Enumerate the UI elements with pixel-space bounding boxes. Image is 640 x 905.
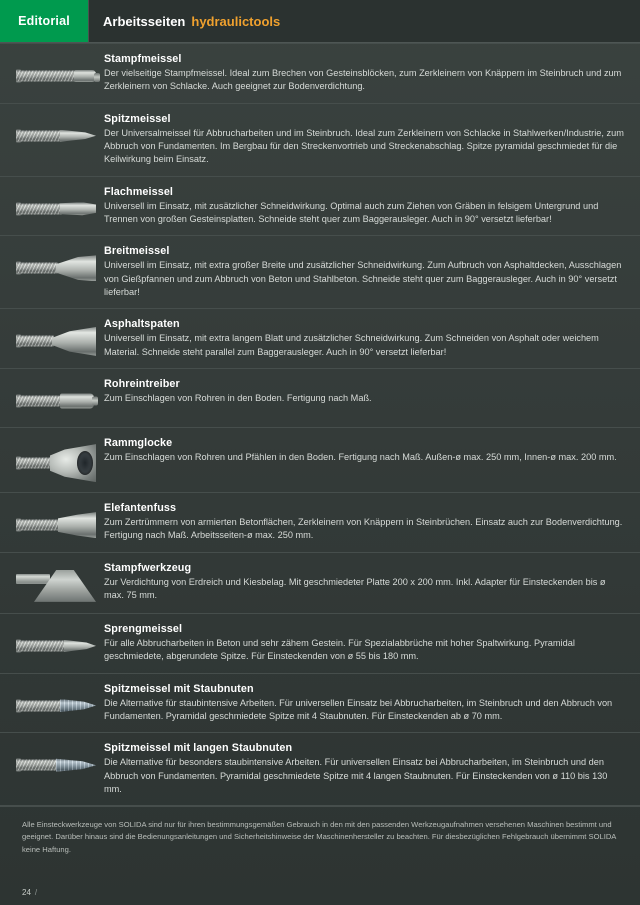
- ram-bell-icon: [16, 443, 98, 483]
- product-title: Spitzmeissel mit langen Staubnuten: [104, 742, 293, 755]
- product-title: Elefantenfuss: [104, 502, 177, 515]
- product-figure: [14, 683, 100, 723]
- list-item[interactable]: [0, 428, 640, 493]
- chisel-blunt-icon: [16, 59, 98, 93]
- list-item[interactable]: [0, 674, 640, 734]
- product-description: Die Alternative für besonders staubintensive Arbeiten. Für universellen Einsatz bei Abbrucharbeiten, im Steinbruch und den Abbruch von Fundamenten. Pyramidal geschmiedete Spitze mit 4 langen Staubnuten. Für Einsteckenden von ø 110 bis 130 mm.: [104, 757, 608, 794]
- product-text: [100, 113, 626, 167]
- product-description: Universell im Einsatz, mit extra langem Blatt und zusätzlicher Schneidwirkung. Zum Schneiden von Asphalt oder weichem Material. Schneide steht parallel zum Baggerausleger. Auch in 90° versetzt lieferbar!: [104, 333, 599, 357]
- chisel-pointed-icon: [16, 119, 98, 153]
- product-description: Universell im Einsatz, mit extra großer Breite und zusätzlicher Schneidwirkung. Zum Aufbruch von Asphaltdecken, Ausschlagen von Gießpfannen und zum Abbruch von Beton und Stahlbeton. Schneide steht quer zum Baggerausleger. Auch in 90° versetzt lieferbar!: [104, 260, 622, 298]
- product-figure: [14, 437, 100, 483]
- product-text: [100, 378, 626, 405]
- product-text: [100, 742, 626, 796]
- product-figure: [14, 113, 100, 153]
- product-description: Für alle Abbrucharbeiten in Beton und sehr zähem Gestein. Für Spezialabbrüche mit hoher Spaltwirkung. Pyramidal geschmiedete, abgerundete Spitze. Für Einsteckenden von ø 55 bis 180 mm.: [104, 637, 575, 662]
- product-title: Flachmeissel: [104, 185, 174, 198]
- product-figure: [14, 53, 100, 93]
- page-number: 24: [22, 887, 31, 897]
- product-description: Zum Zertrümmern von armierten Betonflächen, Zerkleinern von Knäppern in Steinbrüchen. Einsatz auch zur Bodenverdichtung. Fertigung nach Maß. Arbeitsseiten-ø max. 250 mm.: [104, 517, 623, 541]
- product-description: Universell im Einsatz, mit zusätzlicher Schneidwirkung. Optimal auch zum Ziehen von Gräben in felsigem Untergrund und Trennen von großen Gesteinsplatten. Schneide steht quer zum Baggerausleger. Auch in 90° versetzt lieferbar!: [104, 200, 599, 225]
- header-tab-editorial[interactable]: [0, 0, 88, 42]
- product-list: [0, 43, 640, 806]
- list-item[interactable]: [0, 43, 640, 104]
- page-separator: /: [34, 887, 38, 897]
- product-title: Stampfmeissel: [104, 53, 182, 65]
- product-title: Spitzmeissel: [104, 112, 171, 125]
- product-title: Rohreintreiber: [104, 378, 180, 391]
- product-figure: [14, 502, 100, 542]
- product-description: Zum Einschlagen von Rohren in den Boden. Fertigung nach Maß.: [104, 393, 372, 404]
- product-title: Sprengmeissel: [104, 622, 183, 635]
- product-title: Spitzmeissel mit Staubnuten: [104, 682, 254, 695]
- page-title: [88, 0, 640, 42]
- list-item[interactable]: [0, 236, 640, 309]
- product-text: [100, 562, 626, 603]
- list-item[interactable]: [0, 553, 640, 614]
- product-description: Zur Verdichtung von Erdreich und Kiesbelag. Mit geschmiedeter Platte 200 x 200 mm. Inkl. Adapter für Einsteckenden bis ø max. 75 mm.: [104, 576, 606, 601]
- list-item[interactable]: [0, 614, 640, 674]
- product-title: Breitmeissel: [104, 245, 170, 258]
- product-title: Asphaltspaten: [104, 318, 180, 331]
- page-header: [0, 0, 640, 42]
- product-description: Der vielseitige Stampfmeissel. Ideal zum Brechen von Gesteinsblöcken, zum Zerkleinern von Knäppern im Steinbruch und zum Zerkleinern von Schlacke. Auch geeignet zur Bodenverdichtung.: [104, 68, 622, 92]
- product-figure: [14, 742, 100, 782]
- product-figure: [14, 318, 100, 358]
- product-text: [100, 502, 626, 543]
- list-item[interactable]: [0, 309, 640, 369]
- list-item[interactable]: [0, 493, 640, 553]
- product-text: [100, 53, 626, 94]
- page-title-accent: hydraulictools: [191, 13, 281, 29]
- chisel-flat-icon: [16, 192, 98, 226]
- asphalt-spade-icon: [16, 324, 98, 358]
- product-title: Stampfwerkzeug: [104, 561, 192, 574]
- product-text: [100, 437, 626, 464]
- product-description: Der Universalmeissel für Abbrucharbeiten und im Steinbruch. Ideal zum Zerkleinern von Schlacke in Stahlwerken/Industrie, zum Abbruch von Fundamenten. Im Bergbau für den Streckenvortrieb und Streckenabschlag. Spitze pyramidal geschmiedet für die Keilwirkung beim Einsatz.: [104, 127, 624, 165]
- page-footer: [0, 879, 640, 905]
- tamper-plate-icon: [16, 568, 98, 604]
- list-item[interactable]: [0, 104, 640, 177]
- product-figure: [14, 562, 100, 604]
- product-text: [100, 186, 626, 227]
- chisel-dust-grooves-icon: [16, 689, 98, 723]
- product-text: [100, 623, 626, 664]
- product-figure: [14, 623, 100, 663]
- chisel-long-dust-grooves-icon: [16, 748, 98, 782]
- product-description: Zum Einschlagen von Rohren und Pfählen in den Boden. Fertigung nach Maß. Außen-ø max. 250 mm, Innen-ø max. 200 mm.: [104, 452, 617, 463]
- blasting-chisel-icon: [16, 629, 98, 663]
- list-item[interactable]: [0, 369, 640, 428]
- list-item[interactable]: [0, 177, 640, 237]
- list-item[interactable]: [0, 733, 640, 806]
- product-text: [100, 318, 626, 359]
- page-title-text: Arbeitsseiten: [103, 13, 186, 29]
- product-description: Die Alternative für staubintensive Arbeiten. Für universellen Einsatz bei Abbrucharbeiten, im Steinbruch und den Abbruch von Fundamenten. Pyramidal geschmiedete Spitze mit 4 Staubnuten. Für Einsteckenden ab ø 70 mm.: [104, 697, 613, 721]
- elephant-foot-icon: [16, 508, 98, 542]
- product-figure: [14, 186, 100, 226]
- product-figure: [14, 378, 100, 418]
- product-title: Rammglocke: [104, 437, 173, 450]
- chisel-wide-icon: [16, 251, 98, 285]
- pipe-driver-icon: [16, 384, 98, 418]
- legal-note: Alle Einsteckwerkzeuge von SOLIDA sind nur für ihren bestimmungsgemäßen Gebrauch in den mit den passenden Werkzeugaufnahmen versehenen Maschinen bestimmt und geeignet. Darüber hinaus sind die Bedienungsanleitungen und Sicherheitshinweise der Maschinenhersteller zu beachten. Für diesbezüglichen Fehlgebrauch übernimmt SOLIDA keine Haftung.: [0, 806, 640, 861]
- product-text: [100, 245, 626, 299]
- product-figure: [14, 245, 100, 285]
- product-text: [100, 683, 626, 724]
- header-tab-label: Editorial: [18, 14, 70, 28]
